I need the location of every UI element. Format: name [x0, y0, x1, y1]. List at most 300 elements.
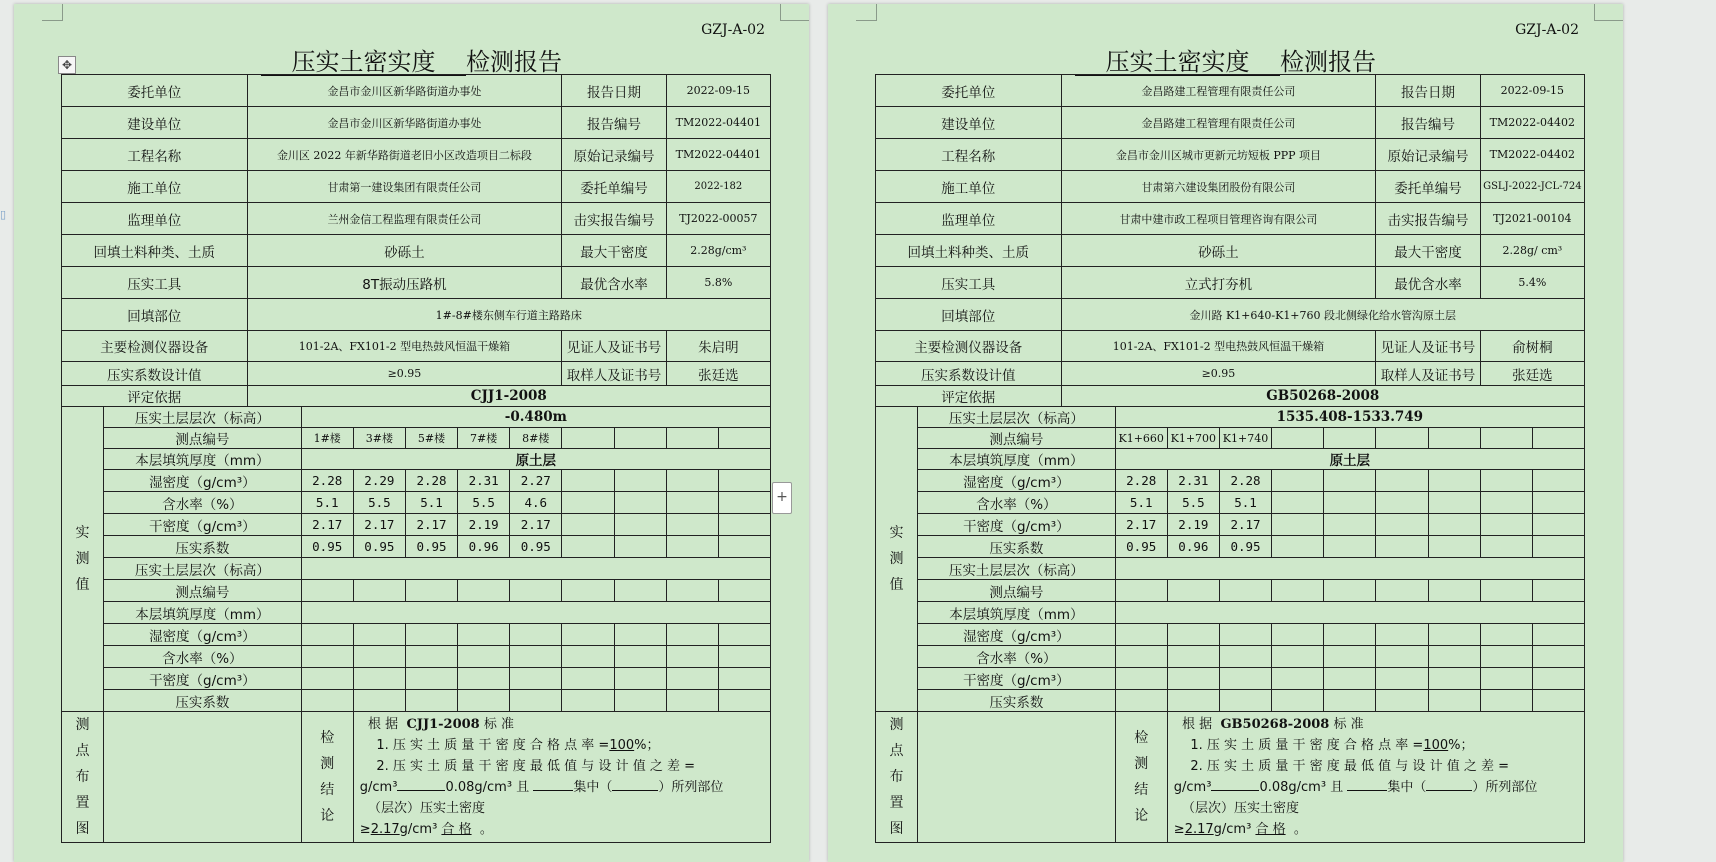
label-layer-2: 压实土层层次（标高）: [918, 558, 1116, 580]
empty-cell[interactable]: [510, 646, 562, 668]
value-client[interactable]: 金昌路建工程管理有限责任公司: [1061, 75, 1376, 107]
compaction-coef-row-2: [876, 690, 1585, 712]
empty-cell[interactable]: [1532, 624, 1584, 646]
empty-cell[interactable]: [301, 646, 353, 668]
label-sampler: 取样人及证书号: [1376, 362, 1480, 386]
points-cell[interactable]: [562, 428, 614, 449]
dry-cell[interactable]: 2.19: [458, 514, 510, 536]
empty-cell[interactable]: [718, 624, 770, 646]
dry-cell[interactable]: [1480, 514, 1532, 536]
empty-cell[interactable]: [510, 624, 562, 646]
empty-cell[interactable]: [1219, 646, 1271, 668]
empty-cell[interactable]: [666, 624, 718, 646]
empty-cell[interactable]: [1324, 624, 1376, 646]
label-thickness-2: 本层填筑厚度（mm）: [918, 602, 1116, 624]
label-water-2: 含水率（%）: [918, 646, 1116, 668]
water-cell[interactable]: 5.5: [353, 492, 405, 514]
empty-cell[interactable]: [1376, 646, 1428, 668]
value-sampler[interactable]: 张廷选: [666, 362, 770, 386]
label-wet-2: 湿密度（g/cm³）: [918, 624, 1116, 646]
value-builder[interactable]: 金昌市金川区新华路街道办事处: [247, 107, 562, 139]
document-side-icon[interactable]: ▯: [0, 208, 7, 221]
empty-cell[interactable]: [353, 668, 405, 690]
empty-cell[interactable]: [1480, 580, 1532, 602]
empty-cell[interactable]: [614, 668, 666, 690]
empty-cell[interactable]: [458, 690, 510, 712]
empty-cell[interactable]: [1480, 624, 1532, 646]
points-cell[interactable]: [1532, 428, 1584, 449]
value-report-no[interactable]: TM2022-04401: [666, 107, 770, 139]
value-layer[interactable]: 1535.408-1533.749: [1115, 407, 1584, 428]
wet-cell[interactable]: 2.31: [458, 470, 510, 492]
water-cell[interactable]: [614, 492, 666, 514]
wet-cell[interactable]: [1480, 470, 1532, 492]
empty-cell[interactable]: [1428, 624, 1480, 646]
water-content-row-2: [62, 646, 771, 668]
empty-cell[interactable]: [301, 624, 353, 646]
wet-cell[interactable]: [1532, 470, 1584, 492]
label-supervisor: 监理单位: [62, 203, 248, 235]
margin-corner-mark: [780, 4, 809, 21]
value-orig-no[interactable]: TM2022-04401: [666, 139, 770, 171]
value-compaction-no[interactable]: TJ2022-00057: [666, 203, 770, 235]
value-opt-water[interactable]: 5.8%: [666, 267, 770, 299]
empty-cell[interactable]: [614, 580, 666, 602]
coef-cell[interactable]: [1428, 536, 1480, 558]
label-basis: 评定依据: [62, 386, 248, 407]
points-cell[interactable]: [666, 428, 718, 449]
value-client[interactable]: 金昌市金川区新华路街道办事处: [247, 75, 562, 107]
empty-cell[interactable]: [1167, 646, 1219, 668]
water-cell[interactable]: 5.1: [1219, 492, 1271, 514]
wet-cell[interactable]: 2.27: [510, 470, 562, 492]
table-move-handle[interactable]: ✥: [58, 56, 76, 74]
empty-cell[interactable]: [1376, 624, 1428, 646]
value-fill-type[interactable]: 砂砾土: [247, 235, 562, 267]
empty-cell[interactable]: [1272, 646, 1324, 668]
value-contractor[interactable]: 甘肃第六建设集团股份有限公司: [1061, 171, 1376, 203]
report-title-underlined: 压实土密实度: [291, 48, 436, 76]
empty-cell[interactable]: [1324, 668, 1376, 690]
wet-cell[interactable]: [562, 470, 614, 492]
empty-cell[interactable]: [562, 580, 614, 602]
empty-cell[interactable]: [718, 690, 770, 712]
value-design-coef[interactable]: ≥0.95: [247, 362, 562, 386]
label-points-2: 测点编号: [104, 580, 302, 602]
empty-cell[interactable]: [718, 668, 770, 690]
label-witness: 见证人及证书号: [1376, 331, 1480, 362]
label-tool: 压实工具: [876, 267, 1062, 299]
empty-cell[interactable]: [1480, 690, 1532, 712]
dry-cell[interactable]: [1272, 514, 1324, 536]
empty-cell[interactable]: [458, 668, 510, 690]
empty-cell[interactable]: [666, 690, 718, 712]
empty-cell[interactable]: [718, 646, 770, 668]
empty-cell[interactable]: [666, 580, 718, 602]
wet-cell[interactable]: 2.28: [405, 470, 457, 492]
empty-cell[interactable]: [1272, 624, 1324, 646]
wet-cell[interactable]: 2.28: [301, 470, 353, 492]
empty-cell[interactable]: [718, 580, 770, 602]
margin-corner-mark: [42, 4, 63, 21]
value-layer-2[interactable]: [301, 558, 770, 580]
label-compaction-no: 击实报告编号: [562, 203, 666, 235]
empty-cell[interactable]: [353, 580, 405, 602]
wet-cell[interactable]: [614, 470, 666, 492]
water-cell[interactable]: [1428, 492, 1480, 514]
wet-cell[interactable]: [1324, 470, 1376, 492]
label-part: 回填部位: [62, 299, 248, 331]
coef-cell[interactable]: [614, 536, 666, 558]
dry-cell[interactable]: [614, 514, 666, 536]
empty-cell[interactable]: [1428, 690, 1480, 712]
value-part[interactable]: 金川路 K1+640-K1+760 段北侧绿化给水管沟原土层: [1061, 299, 1585, 331]
empty-cell[interactable]: [458, 580, 510, 602]
label-order-no: 委托单编号: [1376, 171, 1480, 203]
value-design-coef[interactable]: ≥0.95: [1061, 362, 1376, 386]
empty-cell[interactable]: [405, 646, 457, 668]
empty-cell[interactable]: [562, 668, 614, 690]
label-coef-2: 压实系数: [104, 690, 302, 712]
value-order-no[interactable]: 2022-182: [666, 171, 770, 203]
water-cell[interactable]: 4.6: [510, 492, 562, 514]
points-cell[interactable]: K1+660: [1115, 428, 1167, 449]
water-cell[interactable]: [666, 492, 718, 514]
points-cell[interactable]: K1+700: [1167, 428, 1219, 449]
dry-cell[interactable]: [666, 514, 718, 536]
points-cell[interactable]: [1272, 428, 1324, 449]
wet-cell[interactable]: [1428, 470, 1480, 492]
water-cell[interactable]: [718, 492, 770, 514]
empty-cell[interactable]: [1428, 668, 1480, 690]
label-contractor: 施工单位: [62, 171, 248, 203]
water-cell[interactable]: [1272, 492, 1324, 514]
label-wet-2: 湿密度（g/cm³）: [104, 624, 302, 646]
points-cell[interactable]: [1428, 428, 1480, 449]
coef-cell[interactable]: 0.96: [1167, 536, 1219, 558]
water-cell[interactable]: 5.1: [301, 492, 353, 514]
wet-cell[interactable]: 2.31: [1167, 470, 1219, 492]
empty-cell[interactable]: [1532, 580, 1584, 602]
label-dry-2: 干密度（g/cm³）: [104, 668, 302, 690]
value-tool[interactable]: 立式打夯机: [1061, 267, 1376, 299]
dry-cell[interactable]: [718, 514, 770, 536]
coef-cell[interactable]: [666, 536, 718, 558]
water-cell[interactable]: 5.1: [405, 492, 457, 514]
empty-cell[interactable]: [301, 690, 353, 712]
wet-density-row-2: [62, 624, 771, 646]
water-cell[interactable]: [562, 492, 614, 514]
points-cell[interactable]: K1+740: [1219, 428, 1271, 449]
report-title-rest: 检测报告: [466, 48, 563, 76]
points-cell[interactable]: 7#楼: [458, 428, 510, 449]
empty-cell[interactable]: [562, 646, 614, 668]
empty-cell[interactable]: [614, 690, 666, 712]
empty-cell[interactable]: [1532, 646, 1584, 668]
label-water-2: 含水率（%）: [104, 646, 302, 668]
label-instrument: 主要检测仪器设备: [62, 331, 248, 362]
empty-cell[interactable]: [1115, 690, 1167, 712]
empty-cell[interactable]: [1167, 668, 1219, 690]
wet-cell[interactable]: [666, 470, 718, 492]
coef-cell[interactable]: 0.95: [405, 536, 457, 558]
label-instrument: 主要检测仪器设备: [876, 331, 1062, 362]
wet-cell[interactable]: 2.29: [353, 470, 405, 492]
dry-cell[interactable]: 2.17: [1219, 514, 1271, 536]
empty-cell[interactable]: [353, 646, 405, 668]
label-part: 回填部位: [876, 299, 1062, 331]
label-layer: 压实土层层次（标高）: [104, 407, 302, 428]
empty-cell[interactable]: [1167, 580, 1219, 602]
dry-density-row-2: [62, 668, 771, 690]
empty-cell[interactable]: [353, 624, 405, 646]
dry-cell[interactable]: 2.17: [405, 514, 457, 536]
label-thickness: 本层填筑厚度（mm）: [104, 449, 302, 470]
add-column-button[interactable]: +: [772, 482, 792, 514]
points-cell[interactable]: 1#楼: [301, 428, 353, 449]
conclusion-text[interactable]: 根 据 GB50268-2008 标 准 1. 压 实 土 质 量 干 密 度 合 格 点 率 =100%； 2. 压 实 土 质 量 干 密 度 最 低 值 与 设 计 值 之 差 = g/cm³ 0.08g/cm³ 且 集中（ ）所列部位 （层次）压实土密度 ≥2.17g/cm³ 合 格 。: [1167, 712, 1584, 843]
value-instrument[interactable]: 101-2A、FX101-2 型电热鼓风恒温干燥箱: [1061, 331, 1376, 362]
value-thickness[interactable]: 原土层: [1115, 449, 1584, 470]
water-cell[interactable]: 5.5: [1167, 492, 1219, 514]
empty-cell[interactable]: [1167, 624, 1219, 646]
empty-cell[interactable]: [1272, 668, 1324, 690]
dry-cell[interactable]: [1532, 514, 1584, 536]
coef-cell[interactable]: [1376, 536, 1428, 558]
coef-cell[interactable]: [562, 536, 614, 558]
points-cell[interactable]: 8#楼: [510, 428, 562, 449]
dry-cell[interactable]: [1324, 514, 1376, 536]
value-supervisor[interactable]: 兰州金信工程监理有限责任公司: [247, 203, 562, 235]
water-content-row-2: [876, 646, 1585, 668]
water-cell[interactable]: [1480, 492, 1532, 514]
dry-cell[interactable]: 2.17: [1115, 514, 1167, 536]
empty-cell[interactable]: [1219, 690, 1271, 712]
empty-cell[interactable]: [405, 624, 457, 646]
empty-cell[interactable]: [1115, 646, 1167, 668]
value-contractor[interactable]: 甘肃第一建设集团有限责任公司: [247, 171, 562, 203]
compaction-coef-row: [876, 536, 1585, 558]
value-report-date[interactable]: 2022-09-15: [1480, 75, 1584, 107]
empty-cell[interactable]: [666, 668, 718, 690]
dry-cell[interactable]: [562, 514, 614, 536]
points-cell[interactable]: [1376, 428, 1428, 449]
points-cell[interactable]: [718, 428, 770, 449]
empty-cell[interactable]: [353, 690, 405, 712]
empty-cell[interactable]: [1376, 580, 1428, 602]
points-row-2: [876, 580, 1585, 602]
empty-cell[interactable]: [666, 646, 718, 668]
empty-cell[interactable]: [510, 668, 562, 690]
wet-cell[interactable]: [1376, 470, 1428, 492]
points-cell[interactable]: 5#楼: [405, 428, 457, 449]
compaction-coef-row: [62, 536, 771, 558]
value-witness[interactable]: 俞树桐: [1480, 331, 1584, 362]
dry-density-row-2: [876, 668, 1585, 690]
empty-cell[interactable]: [1219, 668, 1271, 690]
value-thickness-2[interactable]: [1115, 602, 1584, 624]
empty-cell[interactable]: [405, 580, 457, 602]
empty-cell[interactable]: [562, 624, 614, 646]
empty-cell[interactable]: [1428, 646, 1480, 668]
label-compaction-no: 击实报告编号: [1376, 203, 1480, 235]
value-builder[interactable]: 金昌路建工程管理有限责任公司: [1061, 107, 1376, 139]
coef-cell[interactable]: [1272, 536, 1324, 558]
coef-cell[interactable]: 0.96: [458, 536, 510, 558]
layout-drawing-area[interactable]: [104, 712, 302, 843]
label-coef: 压实系数: [918, 536, 1116, 558]
value-opt-water[interactable]: 5.4%: [1480, 267, 1584, 299]
water-cell[interactable]: 5.1: [1115, 492, 1167, 514]
label-dry: 干密度（g/cm³）: [104, 514, 302, 536]
water-content-row: [876, 492, 1585, 514]
value-tool[interactable]: 8T振动压路机: [247, 267, 562, 299]
value-sampler[interactable]: 张廷选: [1480, 362, 1584, 386]
value-report-no[interactable]: TM2022-04402: [1480, 107, 1584, 139]
report-title: [14, 42, 809, 77]
points-cell[interactable]: [1324, 428, 1376, 449]
label-layer-2: 压实土层层次（标高）: [104, 558, 302, 580]
water-cell[interactable]: [1324, 492, 1376, 514]
label-project: 工程名称: [62, 139, 248, 171]
coef-cell[interactable]: 0.95: [301, 536, 353, 558]
empty-cell[interactable]: [1480, 668, 1532, 690]
value-orig-no[interactable]: TM2022-04402: [1480, 139, 1584, 171]
water-cell[interactable]: 5.5: [458, 492, 510, 514]
label-sampler: 取样人及证书号: [562, 362, 666, 386]
label-points-2: 测点编号: [918, 580, 1116, 602]
label-measured: 实 测 值: [876, 407, 918, 712]
report-title: [828, 42, 1623, 77]
empty-cell[interactable]: [1272, 690, 1324, 712]
layout-drawing-area[interactable]: [918, 712, 1116, 843]
coef-cell[interactable]: 0.95: [353, 536, 405, 558]
dry-cell[interactable]: 2.17: [353, 514, 405, 536]
value-layer-2[interactable]: [1115, 558, 1584, 580]
value-max-dry[interactable]: 2.28g/ cm³: [1480, 235, 1584, 267]
label-max-dry: 最大干密度: [1376, 235, 1480, 267]
coef-cell[interactable]: 0.95: [1219, 536, 1271, 558]
label-supervisor: 监理单位: [876, 203, 1062, 235]
coef-cell[interactable]: 0.95: [510, 536, 562, 558]
empty-cell[interactable]: [1115, 624, 1167, 646]
coef-cell[interactable]: [718, 536, 770, 558]
margin-corner-mark: [856, 4, 877, 21]
value-report-date[interactable]: 2022-09-15: [666, 75, 770, 107]
empty-cell[interactable]: [458, 624, 510, 646]
label-layer: 压实土层层次（标高）: [918, 407, 1116, 428]
wet-cell[interactable]: 2.28: [1219, 470, 1271, 492]
empty-cell[interactable]: [301, 580, 353, 602]
value-witness[interactable]: 朱启明: [666, 331, 770, 362]
value-max-dry[interactable]: 2.28g/cm³: [666, 235, 770, 267]
water-cell[interactable]: [1376, 492, 1428, 514]
value-compaction-no[interactable]: TJ2021-00104: [1480, 203, 1584, 235]
empty-cell[interactable]: [405, 668, 457, 690]
dry-cell[interactable]: [1376, 514, 1428, 536]
value-order-no[interactable]: GSLJ-2022-JCL-724: [1480, 171, 1584, 203]
dry-density-row: [62, 514, 771, 536]
empty-cell[interactable]: [1219, 624, 1271, 646]
value-thickness-2[interactable]: [301, 602, 770, 624]
label-design-coef: 压实系数设计值: [876, 362, 1062, 386]
empty-cell[interactable]: [1324, 690, 1376, 712]
value-project[interactable]: 金昌市金川区城市更新元坊短板 PPP 项目: [1061, 139, 1376, 171]
label-tool: 压实工具: [62, 267, 248, 299]
value-part[interactable]: 1#-8#楼东侧车行道主路路床: [247, 299, 771, 331]
dry-cell[interactable]: 2.17: [510, 514, 562, 536]
value-project[interactable]: 金川区 2022 年新华路街道老旧小区改造项目二标段: [247, 139, 562, 171]
empty-cell[interactable]: [562, 690, 614, 712]
value-instrument[interactable]: 101-2A、FX101-2 型电热鼓风恒温干燥箱: [247, 331, 562, 362]
coef-cell[interactable]: [1532, 536, 1584, 558]
empty-cell[interactable]: [510, 690, 562, 712]
value-thickness[interactable]: 原土层: [301, 449, 770, 470]
wet-cell[interactable]: [718, 470, 770, 492]
label-basis: 评定依据: [876, 386, 1062, 407]
value-basis[interactable]: GB50268-2008: [1061, 386, 1585, 407]
dry-cell[interactable]: [1428, 514, 1480, 536]
empty-cell[interactable]: [614, 624, 666, 646]
wet-cell[interactable]: 2.28: [1115, 470, 1167, 492]
report-table: [875, 74, 1585, 843]
empty-cell[interactable]: [1219, 580, 1271, 602]
water-cell[interactable]: [1532, 492, 1584, 514]
conclusion-text[interactable]: 根 据 CJJ1-2008 标 准 1. 压 实 土 质 量 干 密 度 合 格 点 率 =100%； 2. 压 实 土 质 量 干 密 度 最 低 值 与 设 计 值 之 差 = g/cm³ 0.08g/cm³ 且 集中（ ）所列部位 （层次）压实土密度 ≥2.17g/cm³ 合 格 。: [353, 712, 770, 843]
points-row: [62, 428, 771, 449]
dry-cell[interactable]: 2.19: [1167, 514, 1219, 536]
points-cell[interactable]: [614, 428, 666, 449]
empty-cell[interactable]: [1532, 690, 1584, 712]
label-conclusion: 检 测 结 论: [301, 712, 353, 843]
value-fill-type[interactable]: 砂砾土: [1061, 235, 1376, 267]
value-basis[interactable]: CJJ1-2008: [247, 386, 771, 407]
value-layer[interactable]: -0.480m: [301, 407, 770, 428]
label-client: 委托单位: [62, 75, 248, 107]
empty-cell[interactable]: [1324, 580, 1376, 602]
empty-cell[interactable]: [301, 668, 353, 690]
coef-cell[interactable]: 0.95: [1115, 536, 1167, 558]
coef-cell[interactable]: [1324, 536, 1376, 558]
label-conclusion: 检 测 结 论: [1115, 712, 1167, 843]
empty-cell[interactable]: [1480, 646, 1532, 668]
empty-cell[interactable]: [1376, 668, 1428, 690]
empty-cell[interactable]: [1167, 690, 1219, 712]
coef-cell[interactable]: [1480, 536, 1532, 558]
empty-cell[interactable]: [1115, 668, 1167, 690]
points-cell[interactable]: [1480, 428, 1532, 449]
value-supervisor[interactable]: 甘肃中建市政工程项目管理咨询有限公司: [1061, 203, 1376, 235]
empty-cell[interactable]: [458, 646, 510, 668]
empty-cell[interactable]: [1324, 646, 1376, 668]
empty-cell[interactable]: [1115, 580, 1167, 602]
wet-cell[interactable]: [1272, 470, 1324, 492]
points-cell[interactable]: 3#楼: [353, 428, 405, 449]
dry-cell[interactable]: 2.17: [301, 514, 353, 536]
label-fill-type: 回填土料种类、土质: [62, 235, 248, 267]
empty-cell[interactable]: [510, 580, 562, 602]
empty-cell[interactable]: [1272, 580, 1324, 602]
label-coef: 压实系数: [104, 536, 302, 558]
empty-cell[interactable]: [614, 646, 666, 668]
empty-cell[interactable]: [1532, 668, 1584, 690]
label-builder: 建设单位: [62, 107, 248, 139]
empty-cell[interactable]: [1428, 580, 1480, 602]
empty-cell[interactable]: [405, 690, 457, 712]
report-table: [61, 74, 771, 843]
empty-cell[interactable]: [1376, 690, 1428, 712]
label-report-no: 报告编号: [562, 107, 666, 139]
